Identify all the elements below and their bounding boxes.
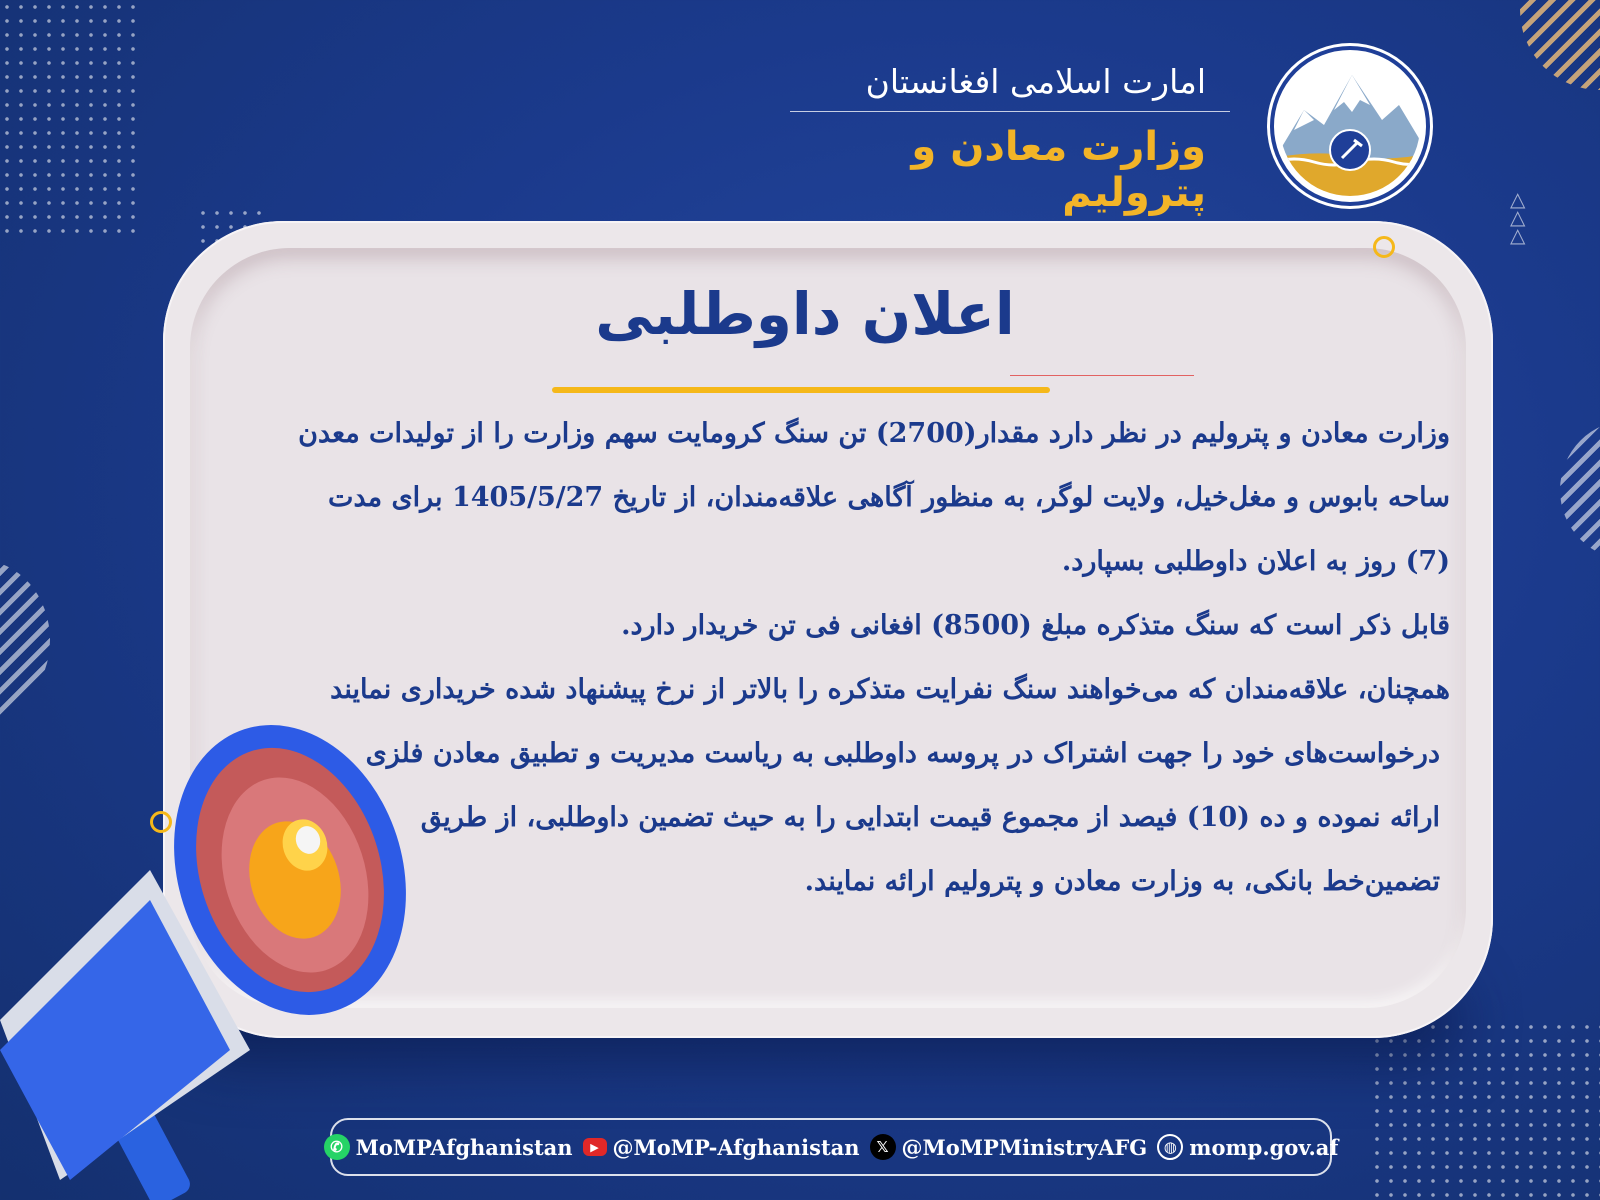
stripe-circle-left: [0, 560, 50, 720]
whatsapp-icon: ✆: [324, 1134, 350, 1160]
ring-decoration-top: [1373, 236, 1395, 258]
triangle-arrows-decoration: △ △ △: [1510, 187, 1526, 247]
footer-youtube[interactable]: [583, 1135, 860, 1160]
dot-pattern-top-left: [0, 0, 135, 240]
header-divider: [790, 111, 1230, 112]
footer-whatsapp[interactable]: [324, 1134, 573, 1160]
globe-icon: ◍: [1157, 1134, 1183, 1160]
body-line-1: وزارت معادن و پترولیم در نظر دارد مقدار(2700) تن سنگ کرومایت سهم وزارت را از تولیدات معدن: [298, 418, 1450, 449]
body-line-6: درخواست‌های خود را جهت اشتراک در پروسه داوطلبی به ریاست مدیریت و تطبیق معادن فلزی: [365, 738, 1440, 769]
footer-website[interactable]: [1157, 1134, 1338, 1160]
website-link[interactable]: momp.gov.af: [1189, 1134, 1339, 1160]
body-line-5: همچنان، علاقه‌مندان که می‌خواهند سنگ نفرایت متذکره را بالاتر از نرخ پیشنهاد شده خریداری نمایند: [330, 674, 1450, 705]
footer-x[interactable]: [870, 1134, 1148, 1160]
stripe-circle-top-right: [1520, 0, 1600, 90]
body-line-7: ارائه نموده و ده (10) فیصد از مجموع قیمت ابتدایی را به حیث تضمین داوطلبی، از طریق: [420, 802, 1440, 833]
x-icon: 𝕏: [870, 1134, 896, 1160]
title-underline: [552, 387, 1050, 393]
body-line-2: ساحه بابوس و مغل‌خیل، ولایت لوگر، به منظور آگاهی علاقه‌مندان، از تاریخ 1405/5/27 برای مدت: [328, 482, 1450, 513]
ministry-name: وزارت معادن و پترولیم: [911, 124, 1206, 216]
header: [790, 62, 1230, 216]
youtube-icon: ▶: [583, 1138, 607, 1156]
x-handle[interactable]: @MoMPMinistryAFG: [901, 1134, 1148, 1160]
youtube-handle[interactable]: @MoMP-Afghanistan: [612, 1134, 860, 1160]
body-line-3: (7) روز به اعلان داوطلبی بسپارد.: [1061, 546, 1450, 577]
whatsapp-handle[interactable]: MoMPAfghanistan: [355, 1134, 573, 1160]
body-line-4: قابل ذکر است که سنگ متذکره مبلغ (8500) افغانی فی تن خریدار دارد.: [621, 610, 1450, 641]
title-thin-line: [1010, 375, 1194, 376]
mountain-logo-icon: [1274, 50, 1426, 202]
social-footer: [330, 1118, 1339, 1176]
announcement-title: اعلان داوطلبی: [595, 280, 1015, 348]
ring-decoration-left: [150, 811, 172, 833]
body-line-8: تضمین‌خط بانکی، به وزارت معادن و پترولیم ارائه نمایند.: [804, 866, 1440, 897]
ministry-logo: [1270, 46, 1430, 206]
stripe-circle-right: [1560, 420, 1600, 560]
emirate-name: امارت اسلامی افغانستان: [865, 62, 1206, 101]
